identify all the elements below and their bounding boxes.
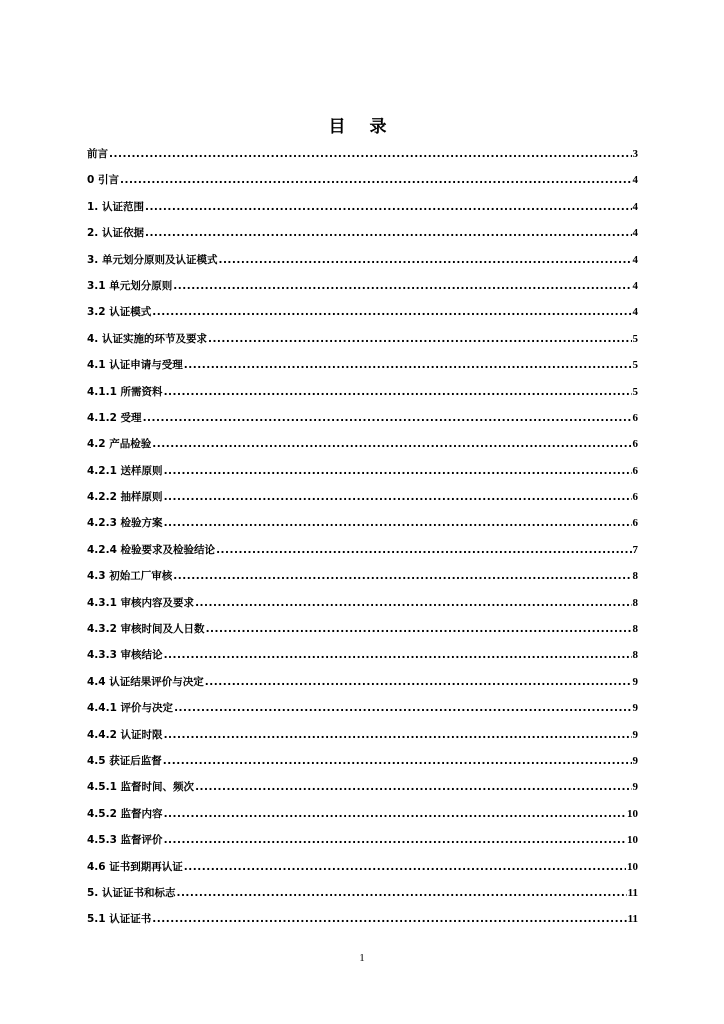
toc-dot-leader — [145, 194, 632, 220]
toc-entry-label: 4.4.1 评价与决定 — [87, 702, 174, 715]
toc-dot-leader — [152, 906, 626, 932]
toc-entry-page: 7 — [632, 543, 638, 556]
toc-entry[interactable] — [87, 299, 638, 325]
toc-entry-page: 4 — [632, 200, 638, 213]
page-title: 目 录 — [328, 117, 396, 138]
toc-entry-page: 5 — [632, 359, 638, 372]
toc-entry[interactable] — [87, 220, 638, 246]
toc-entry-page: 8 — [632, 570, 638, 583]
toc-entry-page: 8 — [632, 623, 638, 636]
toc-entry-page: 4 — [632, 227, 638, 240]
toc-dot-leader — [143, 405, 632, 431]
toc-dot-leader — [184, 854, 626, 880]
toc-entry[interactable] — [87, 669, 638, 695]
toc-entry-label: 3.2 认证模式 — [87, 306, 152, 319]
toc-dot-leader — [173, 563, 631, 589]
toc-dot-leader — [109, 141, 632, 167]
toc-entry[interactable] — [87, 748, 638, 774]
toc-dot-leader — [176, 880, 626, 906]
toc-entry-label: 4.5.2 监督内容 — [87, 807, 163, 820]
toc-entry-page: 10 — [627, 860, 638, 873]
toc-dot-leader — [164, 484, 632, 510]
toc-entry-label: 4.2.3 检验方案 — [87, 517, 163, 530]
toc-entry-label: 4.3.3 审核结论 — [87, 649, 163, 662]
toc-entry-label: 4.6 证书到期再认证 — [87, 860, 183, 873]
toc-dot-leader — [174, 695, 631, 721]
toc-entry-label: 4.5 获证后监督 — [87, 754, 162, 767]
toc-entry[interactable] — [87, 880, 638, 906]
toc-dot-leader — [164, 722, 632, 748]
toc-entry-label: 3. 单元划分原则及认证模式 — [87, 253, 218, 266]
toc-entry-label: 5.1 认证证书 — [87, 913, 152, 926]
toc-entry[interactable] — [87, 379, 638, 405]
toc-entry[interactable] — [87, 431, 638, 457]
toc-dot-leader — [164, 642, 632, 668]
toc-entry-page: 6 — [632, 411, 638, 424]
toc-entry[interactable] — [87, 141, 638, 167]
toc-entry-page: 4 — [632, 306, 638, 319]
toc-dot-leader — [145, 220, 632, 246]
toc-entry-page: 9 — [632, 675, 638, 688]
toc-entry-page: 9 — [632, 754, 638, 767]
toc-entry[interactable] — [87, 352, 638, 378]
toc-dot-leader — [173, 273, 631, 299]
toc-entry[interactable] — [87, 801, 638, 827]
toc-dot-leader — [152, 299, 631, 325]
toc-entry-label: 4.4 认证结果评价与决定 — [87, 675, 204, 688]
toc-entry-page: 11 — [627, 913, 638, 926]
toc-entry[interactable] — [87, 590, 638, 616]
toc-entry[interactable] — [87, 854, 638, 880]
toc-entry[interactable] — [87, 458, 638, 484]
toc-entry-page: 8 — [632, 649, 638, 662]
toc-entry[interactable] — [87, 273, 638, 299]
toc-entry-label: 4.3.1 审核内容及要求 — [87, 596, 195, 609]
toc-entry[interactable] — [87, 906, 638, 932]
toc-entry[interactable] — [87, 722, 638, 748]
toc-entry-page: 10 — [627, 807, 638, 820]
toc-entry-label: 4.2.4 检验要求及检验结论 — [87, 543, 216, 556]
toc-entry[interactable] — [87, 563, 638, 589]
toc-dot-leader — [195, 774, 631, 800]
toc-entry-page: 10 — [627, 834, 638, 847]
toc-entry[interactable] — [87, 247, 638, 273]
toc-entry[interactable] — [87, 695, 638, 721]
table-of-contents — [87, 141, 638, 933]
toc-entry-label: 1. 认证范围 — [87, 200, 144, 213]
toc-entry-page: 4 — [632, 174, 638, 187]
toc-entry[interactable] — [87, 194, 638, 220]
toc-entry-label: 4.1.1 所需资料 — [87, 385, 163, 398]
toc-dot-leader — [164, 510, 632, 536]
toc-entry[interactable] — [87, 537, 638, 563]
toc-dot-leader — [164, 379, 632, 405]
toc-dot-leader — [164, 458, 632, 484]
toc-dot-leader — [163, 748, 632, 774]
toc-entry-label: 4.3 初始工厂审核 — [87, 570, 173, 583]
toc-entry[interactable] — [87, 405, 638, 431]
toc-entry[interactable] — [87, 326, 638, 352]
toc-entry-page: 5 — [632, 332, 638, 345]
toc-entry-label: 4.5.1 监督时间、频次 — [87, 781, 195, 794]
toc-entry-page: 4 — [632, 279, 638, 292]
toc-entry[interactable] — [87, 827, 638, 853]
toc-dot-leader — [195, 590, 631, 616]
toc-entry-label: 4.5.3 监督评价 — [87, 834, 163, 847]
toc-dot-leader — [216, 537, 631, 563]
toc-entry[interactable] — [87, 616, 638, 642]
toc-dot-leader — [164, 827, 626, 853]
toc-dot-leader — [152, 431, 631, 457]
toc-entry-label: 4.1 认证申请与受理 — [87, 359, 183, 372]
toc-entry-page: 9 — [632, 728, 638, 741]
toc-entry-page: 6 — [632, 438, 638, 451]
toc-entry-label: 2. 认证依据 — [87, 227, 144, 240]
toc-entry-label: 4.3.2 审核时间及人日数 — [87, 623, 205, 636]
toc-dot-leader — [184, 352, 632, 378]
toc-dot-leader — [205, 669, 632, 695]
toc-entry-label: 5. 认证证书和标志 — [87, 886, 176, 899]
toc-entry-label: 4.2.2 抽样原则 — [87, 491, 163, 504]
toc-entry-label: 0 引言 — [87, 174, 119, 187]
toc-entry-page: 6 — [632, 517, 638, 530]
toc-entry[interactable] — [87, 167, 638, 193]
toc-dot-leader — [164, 801, 626, 827]
toc-dot-leader — [120, 167, 632, 193]
toc-entry-label: 前言 — [87, 148, 108, 160]
toc-entry-page: 9 — [632, 781, 638, 794]
toc-dot-leader — [208, 326, 632, 352]
toc-entry-page: 5 — [632, 385, 638, 398]
toc-entry-page: 6 — [632, 491, 638, 504]
page-number: 1 — [359, 952, 365, 964]
toc-entry[interactable] — [87, 774, 638, 800]
toc-entry-label: 3.1 单元划分原则 — [87, 279, 173, 292]
toc-entry[interactable] — [87, 484, 638, 510]
toc-entry-page: 11 — [627, 886, 638, 899]
toc-entry[interactable] — [87, 510, 638, 536]
toc-entry-label: 4.2 产品检验 — [87, 438, 152, 451]
toc-entry-page: 6 — [632, 464, 638, 477]
toc-entry-label: 4.2.1 送样原则 — [87, 464, 163, 477]
toc-entry-label: 4.1.2 受理 — [87, 411, 142, 424]
toc-entry[interactable] — [87, 642, 638, 668]
toc-entry-label: 4.4.2 认证时限 — [87, 728, 163, 741]
toc-entry-page: 4 — [632, 253, 638, 266]
toc-entry-page: 8 — [632, 596, 638, 609]
toc-dot-leader — [218, 247, 631, 273]
toc-entry-page: 9 — [632, 702, 638, 715]
toc-entry-label: 4. 认证实施的环节及要求 — [87, 332, 207, 345]
toc-entry-page: 3 — [632, 148, 638, 160]
toc-dot-leader — [206, 616, 632, 642]
